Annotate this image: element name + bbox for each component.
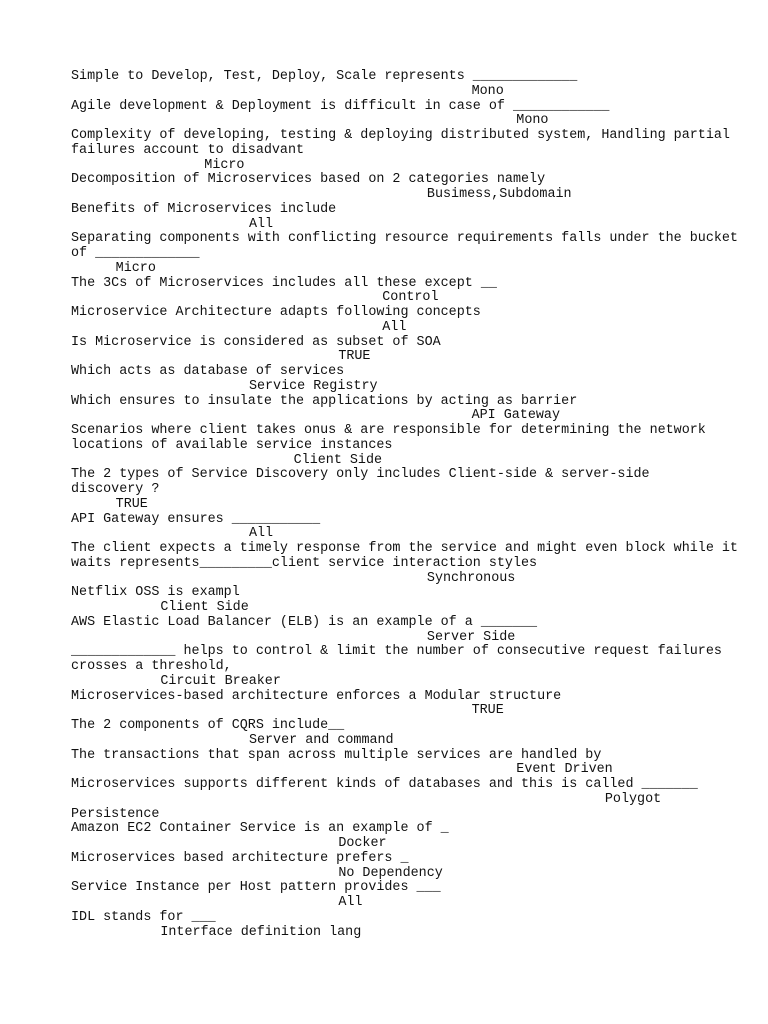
question-line: Complexity of developing, testing & deploying distributed system, Handling partial — [71, 128, 730, 143]
question-line: Which acts as database of services — [71, 364, 345, 379]
question-line: The transactions that span across multiple services are handled by — [71, 747, 602, 763]
answer-line: Micro — [115, 260, 156, 276]
question-line: AWS Elastic Load Balancer (ELB) is an example of a _______ — [71, 614, 538, 630]
question-line: Netflix OSS is exampl — [71, 585, 240, 601]
document-body — [71, 69, 738, 940]
question-line: Benefits of Microservices include — [71, 201, 337, 217]
answer-line: Server Side — [426, 629, 516, 645]
answer-line: Micro — [204, 157, 245, 173]
question-line: Separating components with conflicting resource requirements falls under the bucket — [71, 231, 738, 247]
question-line: _____________ helps to control & limit the number of consecutive request failures — [71, 644, 722, 660]
question-line: Microservices supports different kinds of databases and this is called _______ — [71, 777, 698, 792]
answer-line: Client Side — [160, 600, 249, 615]
question-line: of _____________ — [71, 246, 200, 261]
answer-line: All — [248, 526, 274, 542]
answer-line: All — [382, 319, 407, 335]
question-line: Persistence — [71, 806, 160, 822]
answer-line: Circuit Breaker — [160, 673, 281, 689]
question-line: Amazon EC2 Container Service is an example of _ — [71, 821, 449, 837]
answer-line: All — [338, 895, 363, 910]
question-line: The 3Cs of Microservices includes all these except __ — [71, 275, 497, 291]
answer-line: Server and command — [248, 732, 394, 748]
answer-line: TRUE — [338, 349, 371, 365]
question-line: Service Instance per Host pattern provides ___ — [71, 880, 441, 896]
question-line: The 2 components of CQRS include__ — [71, 718, 345, 733]
question-line: API Gateway ensures ___________ — [71, 511, 321, 527]
question-line: discovery ? — [71, 482, 160, 497]
question-line: Simple to Develop, Test, Deploy, Scale represents _____________ — [71, 69, 578, 84]
answer-line: No Dependency — [338, 865, 443, 881]
answer-line: Control — [382, 290, 439, 306]
answer-line: Client Side — [293, 452, 383, 468]
answer-line: Interface definition lang — [160, 924, 362, 940]
question-line: crosses a threshold, — [71, 659, 232, 674]
question-line: Is Microservice is considered as subset of SOA — [71, 334, 441, 350]
answer-line: Service Registry — [248, 378, 378, 394]
question-line: locations of available service instances — [71, 437, 393, 453]
answer-line: Docker — [338, 836, 387, 851]
answer-line: TRUE — [115, 496, 148, 512]
answer-line: Busimess,Subdomain — [426, 187, 572, 202]
question-line: Decomposition of Microservices based on 2 categories namely — [71, 172, 546, 188]
answer-line: Synchronous — [426, 570, 516, 586]
question-line: Scenarios where client takes onus & are responsible for determining the network — [71, 423, 706, 438]
question-line: failures account to disadvant — [71, 142, 305, 158]
question-line: Microservices based architecture prefers _ — [71, 850, 409, 866]
answer-line: API Gateway — [471, 408, 560, 424]
question-line: Microservices-based architecture enforces a Modular structure — [71, 688, 562, 704]
question-line: The client expects a timely response from the service and might even block while it — [71, 541, 738, 556]
question-line: Which ensures to insulate the applications by acting as barrier — [71, 393, 578, 409]
answer-line: Polygot — [604, 791, 662, 807]
question-line: Microservice Architecture adapts following concepts — [71, 305, 481, 320]
question-line: IDL stands for ___ — [71, 909, 216, 925]
answer-line: Mono — [471, 83, 504, 99]
question-line: Agile development & Deployment is difficult in case of ____________ — [71, 98, 610, 114]
answer-line: All — [248, 216, 274, 232]
answer-line: Event Driven — [516, 762, 613, 778]
question-line: waits represents_________client service interaction styles — [71, 555, 538, 571]
question-line: The 2 types of Service Discovery only includes Client-side & server-side — [71, 467, 650, 483]
answer-line: TRUE — [471, 703, 504, 719]
answer-line: Mono — [516, 113, 549, 129]
